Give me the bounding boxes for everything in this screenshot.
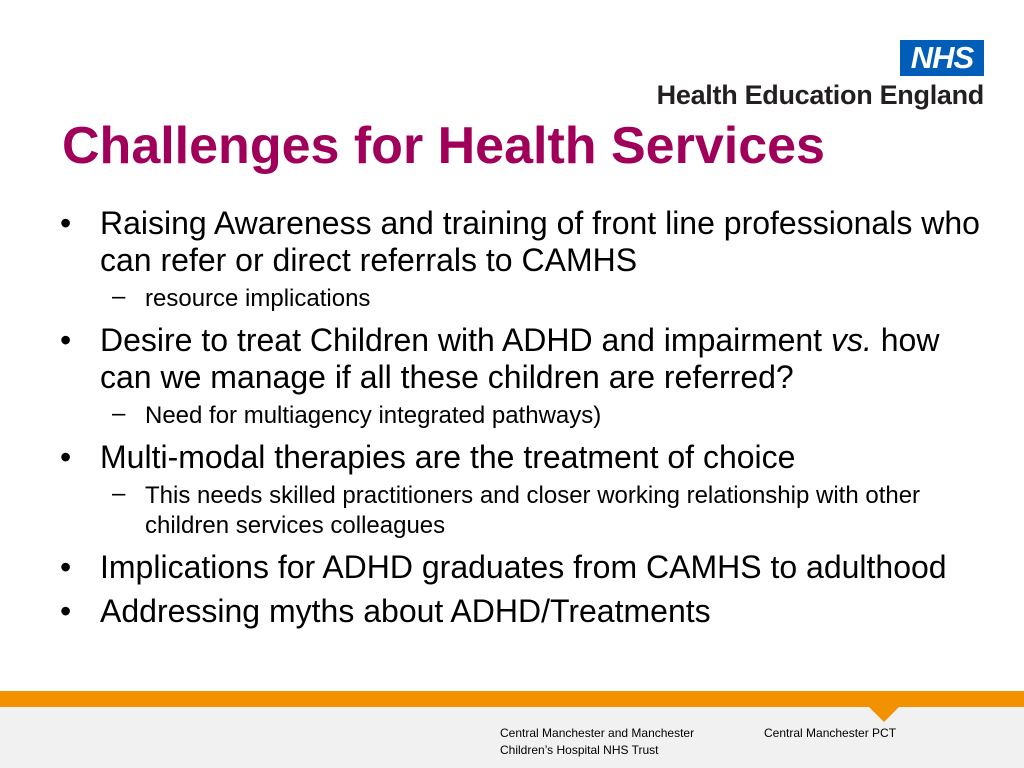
footer-trust-name: Central Manchester and Manchester Children’s Hospital NHS Trust — [500, 726, 695, 757]
dash-marker: – — [112, 480, 126, 507]
dash-marker: – — [112, 400, 126, 427]
bullet-item — [60, 549, 980, 586]
emphasis-text: vs. — [830, 322, 872, 358]
bullet-marker: • — [60, 439, 72, 475]
sub-bullet-text: Need for multiagency integrated pathways) — [145, 402, 602, 429]
bullet-list — [60, 205, 980, 637]
sub-bullet-text: resource implications — [145, 285, 371, 312]
bullet-marker: • — [60, 549, 72, 585]
org-name: Health Education England — [656, 80, 984, 110]
bullet-text: Desire to treat Children with ADHD and impairment vs. how can we manage if all these children are referred? — [100, 322, 940, 395]
sub-bullet-text: This needs skilled practitioners and closer working relationship with other children services colleagues — [145, 482, 921, 539]
bullet-item — [60, 322, 980, 396]
bullet-text: Implications for ADHD graduates from CAMHS to adulthood — [100, 549, 947, 585]
bullet-item — [60, 205, 980, 279]
footer-notch — [868, 706, 900, 722]
bullet-text: Multi-modal therapies are the treatment of choice — [100, 439, 796, 475]
hee-logo — [634, 40, 984, 110]
bullet-marker: • — [60, 593, 72, 629]
bullet-marker: • — [60, 322, 72, 358]
nhs-badge: NHS — [900, 40, 984, 76]
sub-bullet-item — [60, 401, 980, 431]
dash-marker: – — [112, 283, 126, 310]
bullet-text: Raising Awareness and training of front line professionals who can refer or direct referrals to CAMHS — [100, 205, 980, 278]
sub-bullet-item — [60, 284, 980, 314]
footer-pct-name: Central Manchester PCT — [764, 726, 897, 740]
bullet-marker: • — [60, 205, 72, 241]
bullet-item — [60, 439, 980, 476]
sub-bullet-item — [60, 481, 980, 541]
slide-title: Challenges for Health Services — [62, 117, 825, 175]
bullet-text: Addressing myths about ADHD/Treatments — [100, 593, 711, 629]
bullet-item — [60, 593, 980, 630]
